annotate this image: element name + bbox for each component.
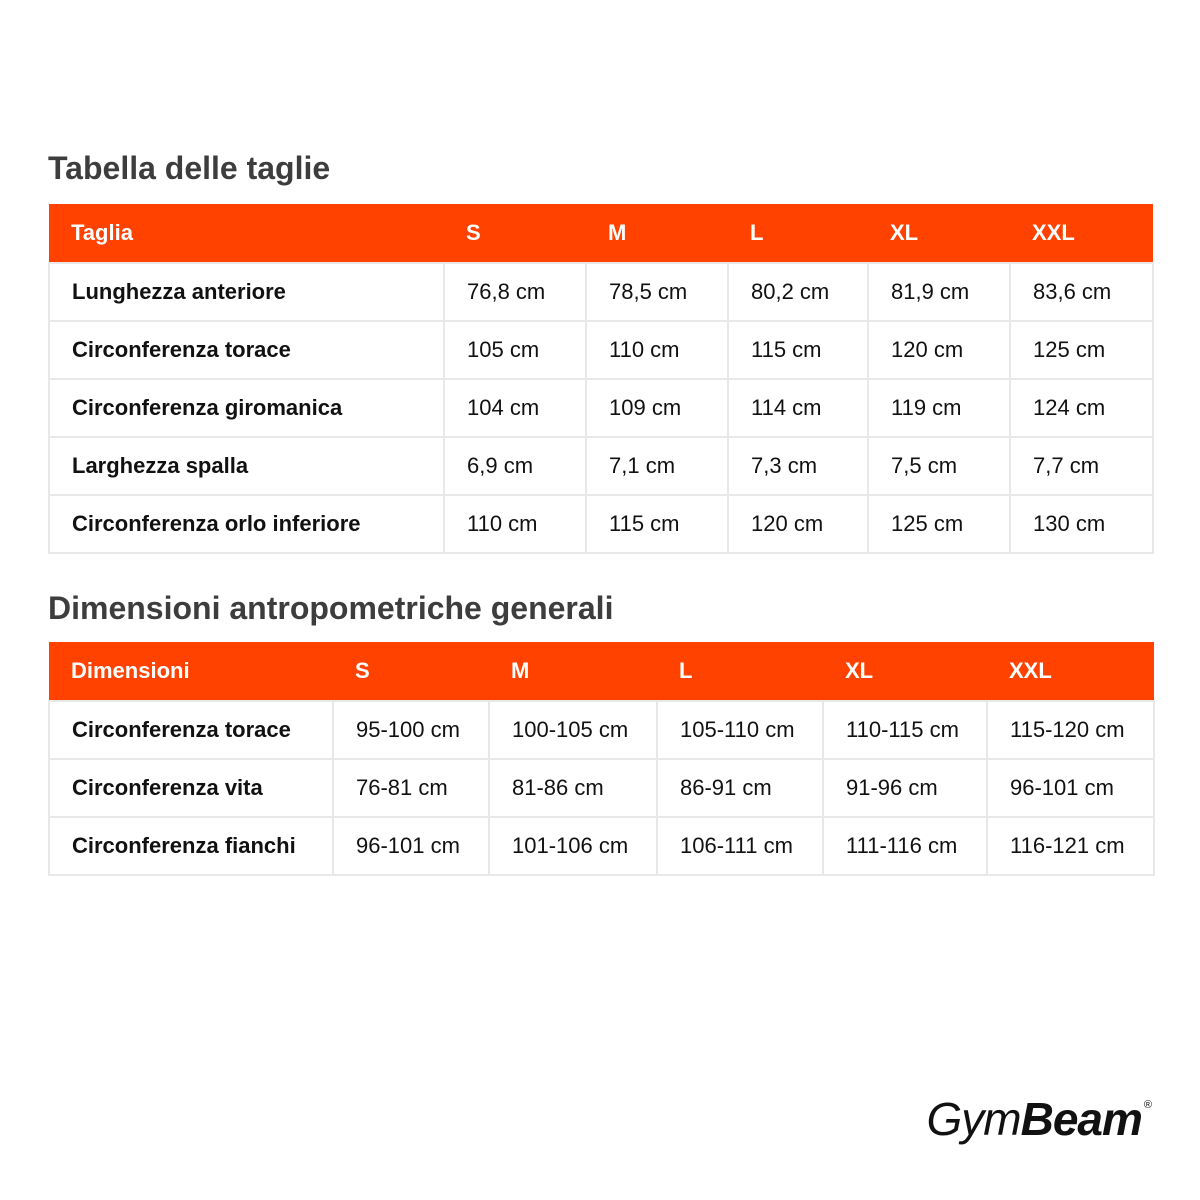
table-cell: 76-81 cm [333, 759, 489, 817]
table-cell: 78,5 cm [586, 263, 728, 321]
table-cell: 105-110 cm [657, 701, 823, 759]
row-label: Larghezza spalla [49, 437, 444, 495]
table-row [49, 437, 1153, 495]
gymbeam-logo [926, 1093, 1152, 1145]
table-cell: 110 cm [444, 495, 586, 553]
size-chart-title: Tabella delle taglie [48, 150, 331, 186]
logo-text-light: Gym [926, 1093, 1021, 1145]
column-header: S [444, 204, 586, 263]
table-cell: 7,3 cm [728, 437, 868, 495]
table-cell: 83,6 cm [1010, 263, 1153, 321]
logo-text-bold: Beam [1020, 1093, 1142, 1145]
table-cell: 95-100 cm [333, 701, 489, 759]
column-header: Dimensioni [49, 642, 333, 701]
table-cell: 100-105 cm [489, 701, 657, 759]
size-chart-table [48, 204, 1154, 554]
row-label: Lunghezza anteriore [49, 263, 444, 321]
table-cell: 96-101 cm [333, 817, 489, 875]
column-header: XXL [987, 642, 1154, 701]
table-cell: 106-111 cm [657, 817, 823, 875]
table-cell: 110 cm [586, 321, 728, 379]
table-cell: 91-96 cm [823, 759, 987, 817]
table-cell: 120 cm [868, 321, 1010, 379]
row-label: Circonferenza giromanica [49, 379, 444, 437]
table-cell: 115-120 cm [987, 701, 1154, 759]
table-cell: 86-91 cm [657, 759, 823, 817]
table-cell: 80,2 cm [728, 263, 868, 321]
table-cell: 105 cm [444, 321, 586, 379]
table-cell: 125 cm [1010, 321, 1153, 379]
row-label: Circonferenza fianchi [49, 817, 333, 875]
table-cell: 76,8 cm [444, 263, 586, 321]
column-header: S [333, 642, 489, 701]
table-cell: 81-86 cm [489, 759, 657, 817]
table-cell: 96-101 cm [987, 759, 1154, 817]
table-cell: 120 cm [728, 495, 868, 553]
table-cell: 130 cm [1010, 495, 1153, 553]
table-header-row [49, 642, 1154, 701]
table-cell: 119 cm [868, 379, 1010, 437]
column-header: M [586, 204, 728, 263]
table-row [49, 817, 1154, 875]
table-cell: 111-116 cm [823, 817, 987, 875]
registered-mark: ® [1143, 1099, 1152, 1111]
column-header: XL [823, 642, 987, 701]
anthropometric-table [48, 642, 1155, 876]
table-cell: 6,9 cm [444, 437, 586, 495]
table-cell: 7,7 cm [1010, 437, 1153, 495]
column-header: XL [868, 204, 1010, 263]
anthropometric-title: Dimensioni antropometriche generali [48, 590, 614, 626]
table-cell: 116-121 cm [987, 817, 1154, 875]
table-cell: 81,9 cm [868, 263, 1010, 321]
table-cell: 109 cm [586, 379, 728, 437]
table-cell: 110-115 cm [823, 701, 987, 759]
row-label: Circonferenza torace [49, 321, 444, 379]
table-row [49, 321, 1153, 379]
table-cell: 114 cm [728, 379, 868, 437]
table-cell: 7,1 cm [586, 437, 728, 495]
table-cell: 115 cm [728, 321, 868, 379]
column-header: XXL [1010, 204, 1153, 263]
column-header: M [489, 642, 657, 701]
table-cell: 115 cm [586, 495, 728, 553]
table-row [49, 495, 1153, 553]
table-cell: 104 cm [444, 379, 586, 437]
table-row [49, 701, 1154, 759]
table-row [49, 263, 1153, 321]
row-label: Circonferenza orlo inferiore [49, 495, 444, 553]
row-label: Circonferenza torace [49, 701, 333, 759]
table-cell: 7,5 cm [868, 437, 1010, 495]
table-cell: 124 cm [1010, 379, 1153, 437]
table-header-row [49, 204, 1153, 263]
table-row [49, 379, 1153, 437]
table-cell: 125 cm [868, 495, 1010, 553]
table-row [49, 759, 1154, 817]
column-header: L [728, 204, 868, 263]
row-label: Circonferenza vita [49, 759, 333, 817]
table-cell: 101-106 cm [489, 817, 657, 875]
column-header: Taglia [49, 204, 444, 263]
column-header: L [657, 642, 823, 701]
